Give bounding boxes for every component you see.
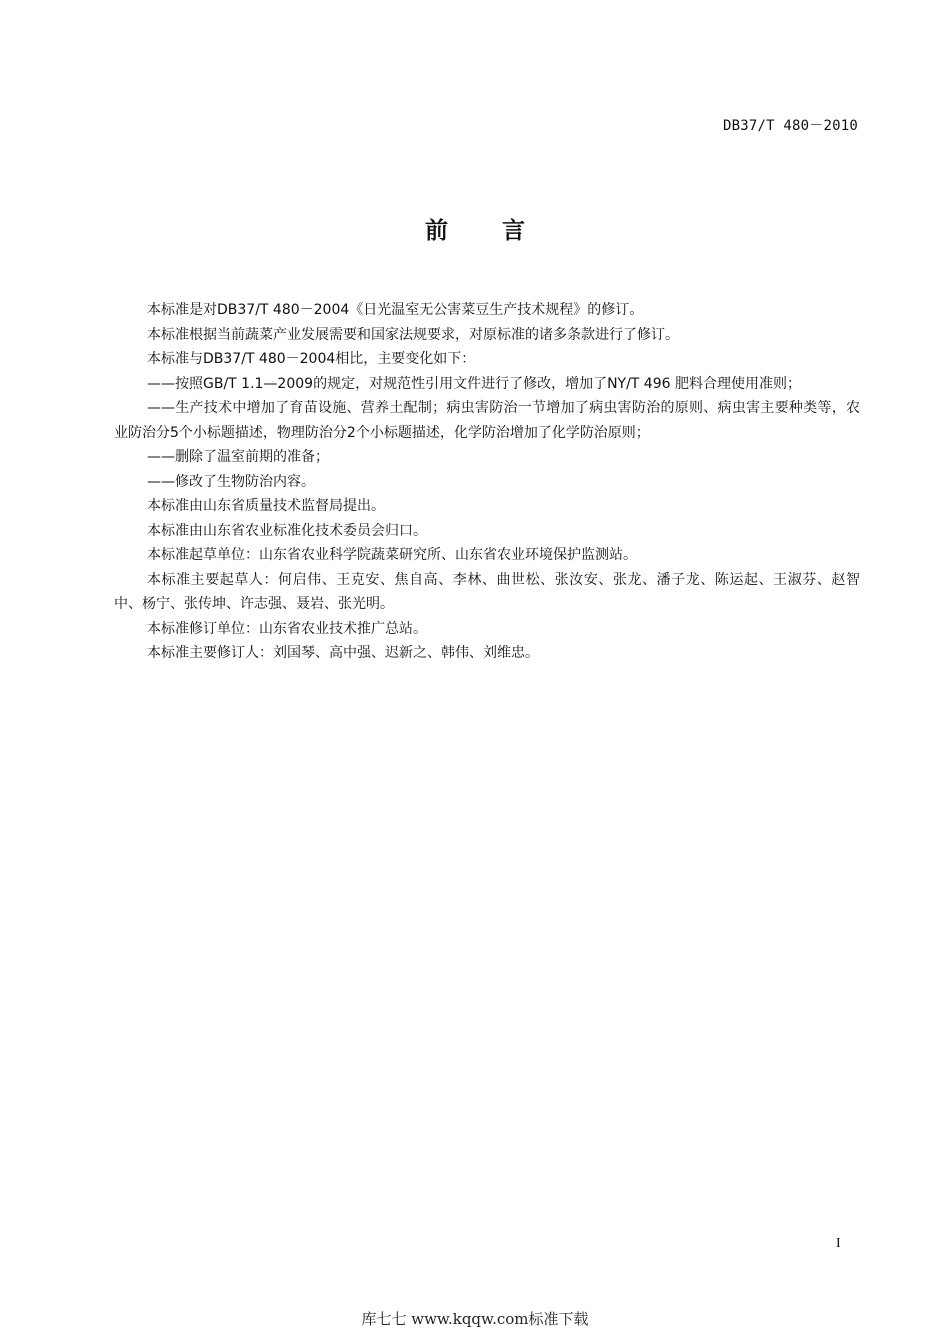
paragraph-change-production: ——生产技术中增加了育苗设施、营养土配制；病虫害防治一节增加了病虫害防治的原则、病虫害主要种类等，农业防治分5个小标题描述，物理防治分2个小标题描述，化学防治增加了化学防治原则；	[114, 400, 860, 441]
paragraph-committee: 本标准由山东省农业标准化技术委员会归口。	[147, 522, 427, 539]
paragraph-basis: 本标准根据当前蔬菜产业发展需要和国家法规要求，对原标准的诸多条款进行了修订。	[147, 326, 679, 343]
paragraph-drafters: 本标准主要起草人：何启伟、王克安、焦自高、李林、曲世松、张汝安、张龙、潘子龙、陈运起、王淑芬、赵智中、杨宁、张传坤、许志强、聂岩、张光明。	[114, 571, 860, 612]
page-number: I	[836, 1236, 841, 1251]
paragraph-revisers: 本标准主要修订人：刘国琴、高中强、迟新之、韩伟、刘维忠。	[147, 645, 539, 661]
paragraph-change-references: ——按照GB/T 1.1—2009的规定，对规范性引用文件进行了修改，增加了NY/T 496 肥料合理使用准则；	[147, 375, 801, 392]
footer-watermark: 库七七 www.kqqw.com标准下载	[361, 1310, 589, 1328]
paragraph-revising-unit: 本标准修订单位：山东省农业技术推广总站。	[147, 620, 427, 637]
document-code: DB37/T 480－2010	[722, 118, 858, 134]
paragraph-changes-intro: 本标准与DB37/T 480－2004相比，主要变化如下：	[147, 351, 476, 367]
paragraph-change-biological: ——修改了生物防治内容。	[147, 473, 315, 490]
paragraph-proposer: 本标准由山东省质量技术监督局提出。	[147, 498, 385, 514]
preface-body	[114, 298, 860, 666]
paragraph-change-deletion: ——删除了温室前期的准备；	[147, 449, 329, 465]
paragraph-drafting-units: 本标准起草单位：山东省农业科学院蔬菜研究所、山东省农业环境保护监测站。	[147, 547, 637, 563]
page-title: 前言	[425, 218, 579, 244]
paragraph-revision: 本标准是对DB37/T 480－2004《日光温室无公害菜豆生产技术规程》的修订。	[147, 302, 644, 318]
